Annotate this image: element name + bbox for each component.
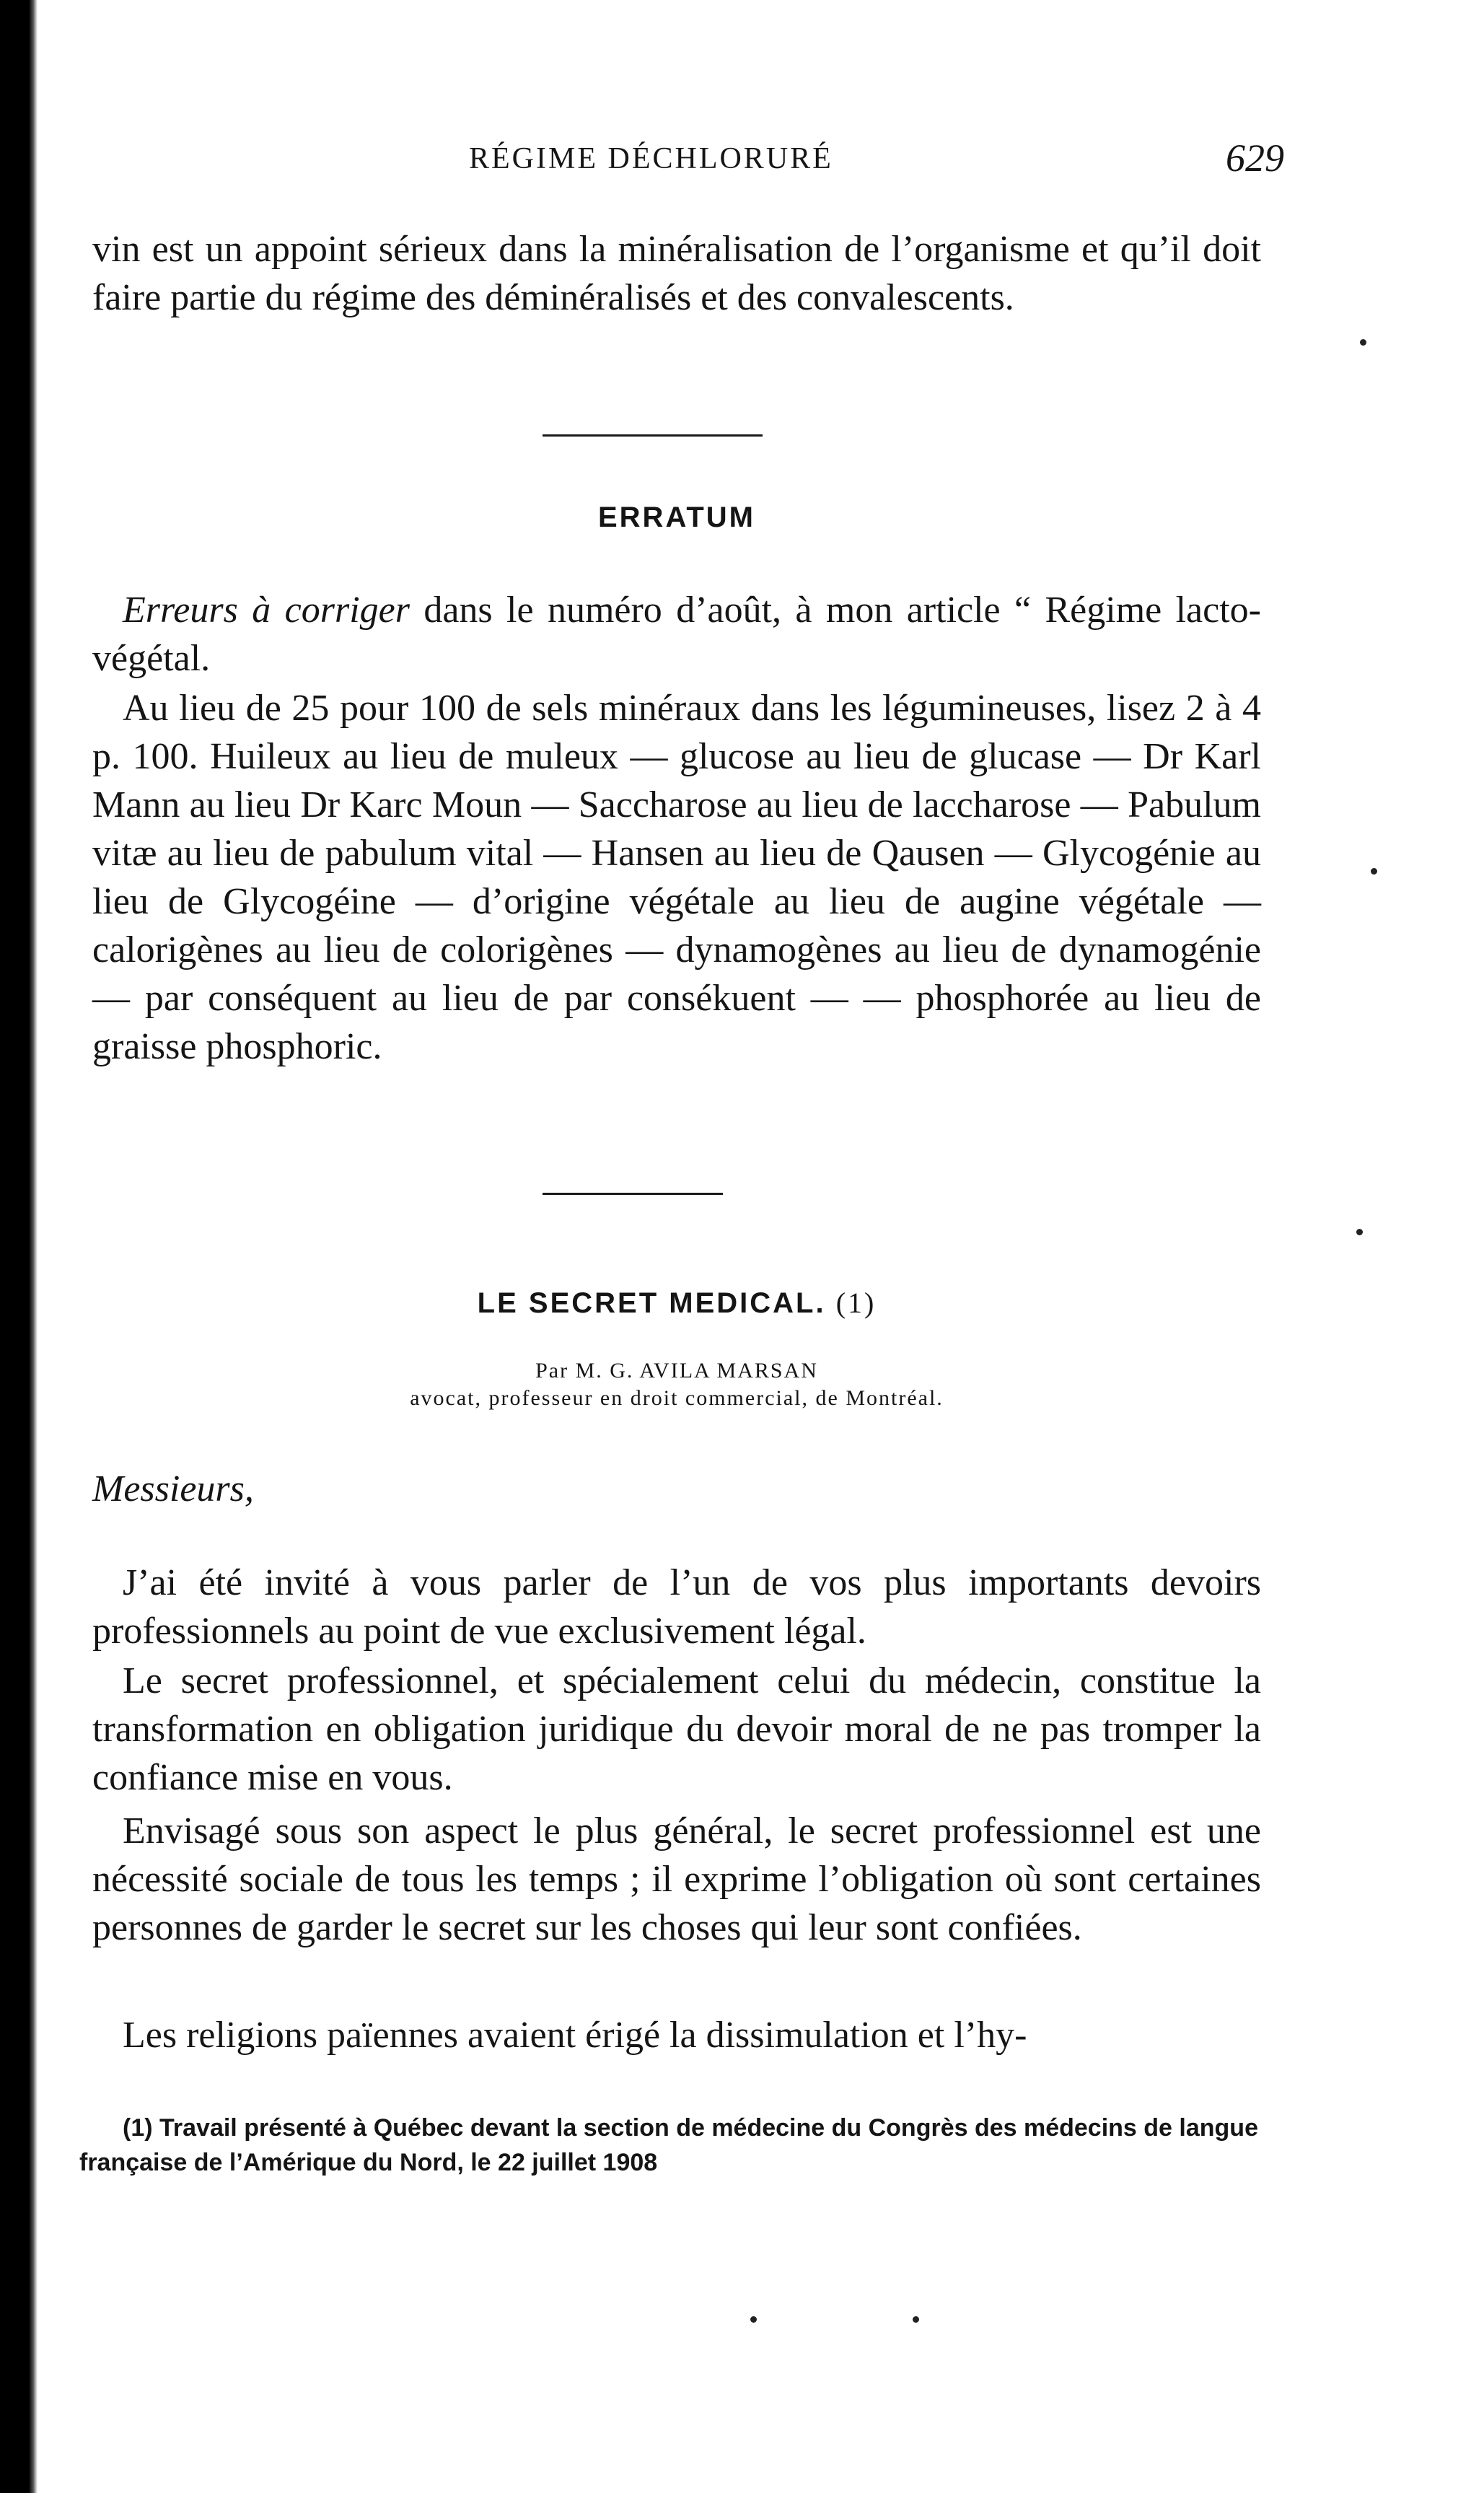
article-paragraph: Envisagé sous son aspect le plus général, le secret professionnel est une nécessité sociale de tous les temps ; il exprime l’obligation où sont certaines personnes de garder le secret sur les choses qui leur sont confiées. (92, 1810, 1261, 1948)
section-divider (543, 1193, 723, 1195)
book-spine-shadow (0, 0, 38, 2493)
erratum-heading: ERRATUM (597, 501, 755, 533)
erratum-intro-rest: dans le numéro d’août, à mon article “ Régime lacto-végétal. (92, 590, 1261, 679)
page-number: 629 (1226, 136, 1284, 180)
erratum-body: Au lieu de 25 pour 100 de sels minéraux dans les légumineuses, lisez 2 à 4 p. 100. Huileux au lieu de muleux — glucose au lieu de glucase — Dr Karl Mann au lieu Dr Karc Moun — Saccharose au lieu de laccharose — Pabulum vitæ au lieu de pabulum vital — Hansen au lieu de Qausen — Glycogénie au lieu de Glycogéine — d’origine végétale au lieu de augine végétale — calorigènes au lieu de colorigènes — dynamogènes au lieu de dynamogénie — par conséquent au lieu de par consékuent — — phosphorée au lieu de graisse phosphoric. (92, 688, 1261, 1067)
article-title-text: LE SECRET MEDICAL. (477, 1287, 826, 1319)
article-paragraph: Les religions païennes avaient érigé la dissimulation et l’hy- (123, 2015, 1027, 2056)
article-author: Par M. G. AVILA MARSAN (535, 1359, 818, 1383)
footnote: (1) Travail présenté à Québec devant la section de médecine du Congrès des médecins de langue française de l’Amérique du Nord, le 22 juillet 1908 (79, 2114, 1258, 2176)
print-speck (1371, 868, 1377, 875)
erratum-intro (92, 586, 1261, 683)
article-paragraph: Le secret professionnel, et spécialement celui du médecin, constitue la transformation en obligation juridique du devoir moral de ne pas tromper la confiance mise en vous. (92, 1660, 1261, 1798)
footnote-reference: (1) (835, 1287, 877, 1319)
continuation-paragraph: vin est un appoint sérieux dans la minéralisation de l’organisme et qu’il doit faire partie du régime des déminéralisés et des convalescents. (92, 229, 1261, 318)
print-speck (1360, 339, 1366, 346)
section-divider (543, 434, 763, 437)
print-speck (1356, 1229, 1363, 1235)
salutation: Messieurs, (92, 1468, 254, 1510)
page-header (101, 136, 1284, 199)
running-title: RÉGIME DÉCHLORURÉ (469, 142, 833, 175)
erratum-intro-italic: Erreurs à corriger (123, 590, 410, 631)
print-speck (750, 2316, 757, 2323)
print-speck (913, 2316, 919, 2323)
article-author-role: avocat, professeur en droit commercial, de Montréal. (410, 1386, 944, 1410)
article-title (92, 1286, 1261, 1320)
article-paragraph: J’ai été invité à vous parler de l’un de vos plus importants devoirs professionnels au point de vue exclusivement légal. (92, 1562, 1261, 1652)
